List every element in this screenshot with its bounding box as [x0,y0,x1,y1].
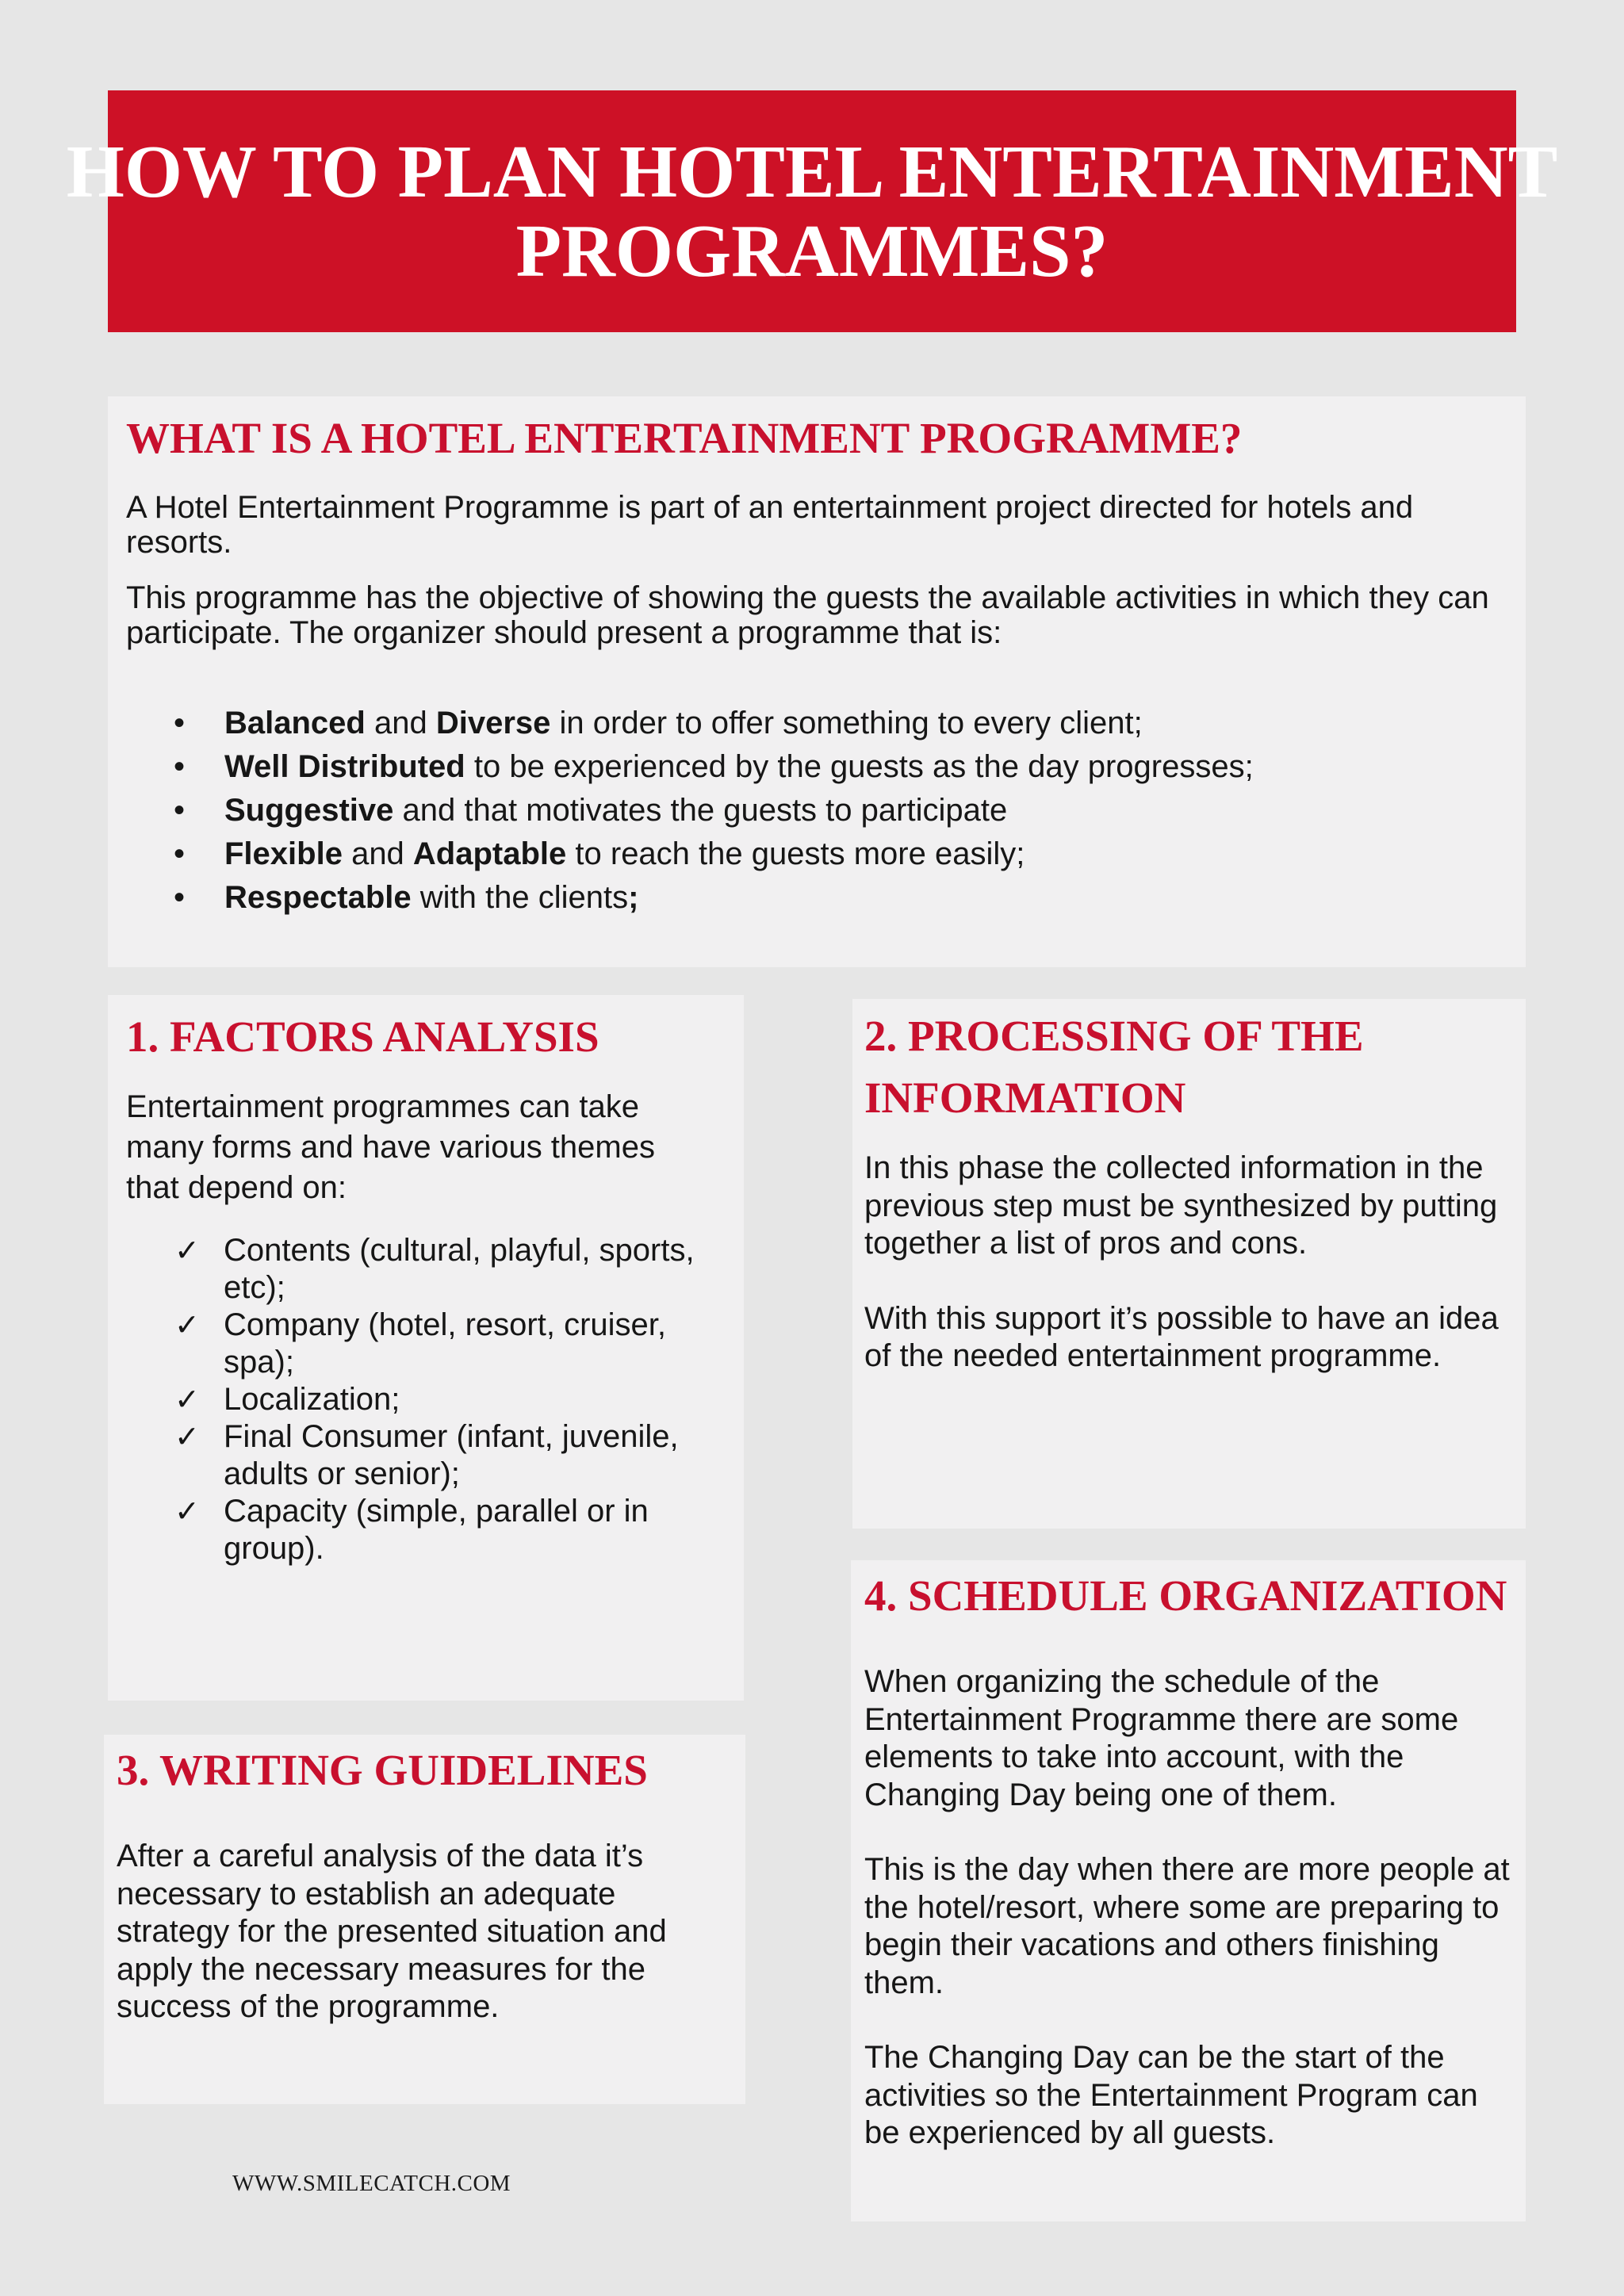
schedule-text [864,1663,1515,2152]
bullet-bold-term: Respectable [224,880,412,915]
list-item [174,876,1254,920]
schedule-organization-heading: 4. SCHEDULE ORGANIZATION [864,1571,1507,1620]
intro-heading: WHAT IS A HOTEL ENTERTAINMENT PROGRAMME? [126,414,1243,462]
list-item-text: Final Consumer (infant, juvenile, adults or senior); [224,1419,679,1491]
bullet-icon: • [174,880,186,915]
checkmark-icon: ✓ [174,1494,200,1529]
schedule-paragraph-3: The Changing Day can be the start of the activities so the Entertainment Program can be experienced by all guests. [864,2040,1478,2150]
schedule-paragraph-1: When organizing the schedule of the Entertainment Programme there are some elements to take into account, with the Changing Day being one of them. [864,1664,1459,1812]
processing-heading-line-2: INFORMATION [864,1073,1186,1122]
bullet-text: in order to offer something to every client; [550,706,1143,740]
bullet-icon: • [174,706,186,740]
intro-paragraph-1: A Hotel Entertainment Programme is part of an entertainment project directed for hotels and resorts. [126,490,1414,560]
schedule-paragraph-2: This is the day when there are more people at the hotel/resort, where some are preparing to begin their vacations and others finishing them. [864,1852,1510,2000]
processing-paragraph-1: In this phase the collected information in the previous step must be synthesized by putting together a list of pros and cons. [864,1150,1498,1261]
factors-analysis-panel [108,995,744,1701]
intro-text [126,490,1506,650]
title-banner [66,90,1558,332]
processing-paragraph-2: With this support it’s possible to have an idea of the needed entertainment programme. [864,1300,1499,1373]
list-item [174,1493,723,1567]
list-item [174,745,1254,789]
bullet-text: with the clients [411,880,629,915]
intro-bullet-list [174,702,1254,920]
writing-guidelines-paragraph: After a careful analysis of the data it’s necessary to establish an adequate strategy for the presented situation and apply the necessary measures for the success of the programme. [117,1839,667,2024]
bullet-end-punctuation: ; [628,880,639,915]
list-item [174,1232,723,1307]
list-item [174,789,1254,832]
processing-text [864,1150,1515,1376]
bullet-icon: • [174,749,186,784]
bullet-bold-term: Flexible [224,836,343,871]
bullet-bold-term: Suggestive [224,793,394,828]
checkmark-icon: ✓ [174,1382,200,1417]
page-title-line-2: PROGRAMMES? [515,209,1109,293]
bullet-icon: • [174,793,186,828]
footer-website: WWW.SMILECATCH.COM [232,2171,511,2196]
writing-guidelines-heading: 3. WRITING GUIDELINES [117,1746,648,1794]
factors-analysis-paragraph: Entertainment programmes can take many forms and have various themes that depend on: [126,1089,655,1205]
bullet-bold-term-2: Adaptable [412,836,567,871]
intro-paragraph-2: This programme has the objective of showing the guests the available activities in which they can participate. The organizer should present a programme that is: [126,580,1489,650]
processing-information-panel [852,999,1526,1529]
bullet-text: to reach the guests more easily; [566,836,1025,871]
bullet-connector: and [365,706,436,740]
writing-guidelines-panel [104,1735,745,2104]
list-item [174,1381,723,1418]
bullet-bold-term: Balanced [224,706,366,740]
factors-check-list [174,1232,723,1567]
list-item [174,1307,723,1381]
list-item-text: Contents (cultural, playful, sports, etc); [224,1233,695,1305]
list-item [174,702,1254,745]
checkmark-icon: ✓ [174,1307,200,1342]
bullet-text: and that motivates the guests to participate [393,793,1008,828]
checkmark-icon: ✓ [174,1233,200,1268]
processing-heading-line-1: 2. PROCESSING OF THE [864,1012,1364,1060]
bullet-icon: • [174,836,186,871]
list-item-text: Company (hotel, resort, cruiser, spa); [224,1307,666,1380]
bullet-text: to be experienced by the guests as the day progresses; [465,749,1254,784]
list-item [174,1418,723,1493]
factors-analysis-heading: 1. FACTORS ANALYSIS [126,1012,599,1061]
intro-panel [108,396,1526,967]
schedule-organization-panel [851,1560,1526,2221]
page-title-line-1: HOW TO PLAN HOTEL ENTERTAINMENT [66,130,1558,213]
bullet-bold-term: Well Distributed [224,749,465,784]
list-item-text: Localization; [224,1382,400,1417]
bullet-connector: and [342,836,413,871]
bullet-bold-term-2: Diverse [435,706,551,740]
list-item-text: Capacity (simple, parallel or in group). [224,1494,649,1566]
checkmark-icon: ✓ [174,1419,200,1454]
list-item [174,832,1254,876]
